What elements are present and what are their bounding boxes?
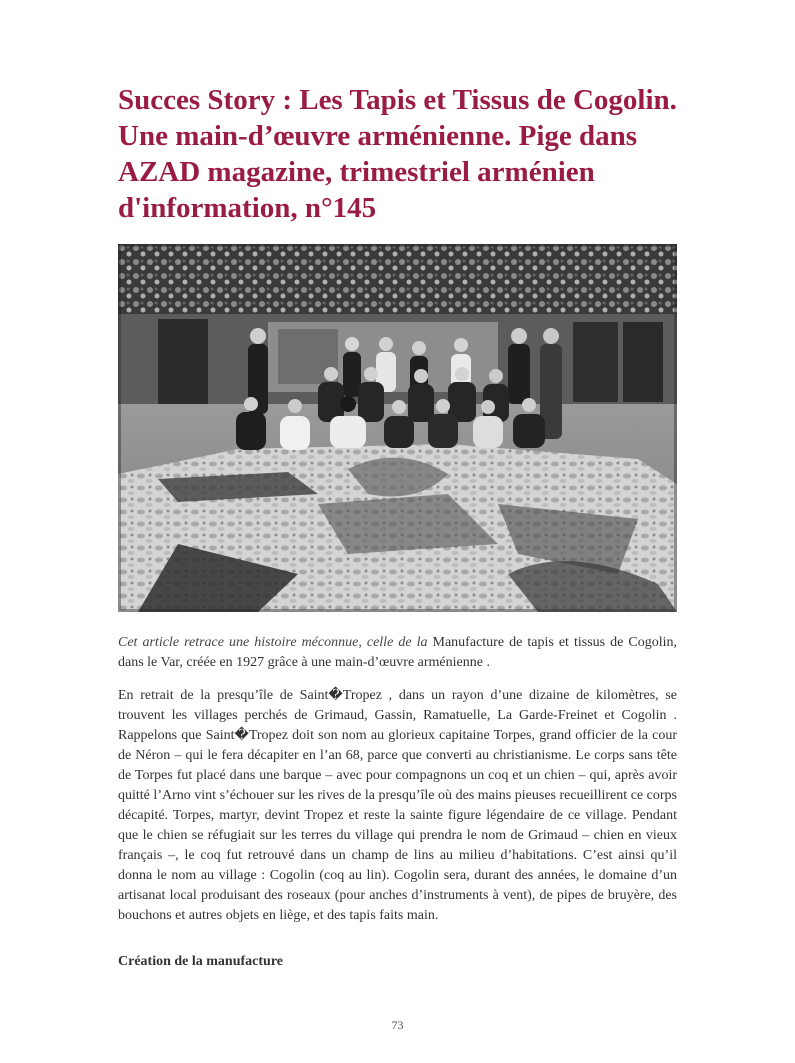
historic-photo-image <box>118 244 677 612</box>
intro-italic-text: Cet article retrace une histoire méconnue, celle de la <box>118 635 428 650</box>
article-title: Succes Story : Les Tapis et Tissus de Cogolin. Une main-d’œuvre arménienne. Pige dans AZAD magazine, trimestriel arménien d'information, n°145 <box>118 84 677 224</box>
historic-photo <box>118 244 677 612</box>
intro-paragraph <box>118 633 677 673</box>
page-number: 73 <box>391 1018 404 1032</box>
section-heading: Création de la manufacture <box>118 954 283 969</box>
intro-regular-text: Manufacture de tapis et tissus de Cogolin, dans le Var, créée en 1927 grâce à une main-d’œuvre arménienne . <box>118 635 678 670</box>
body-paragraph: En retrait de la presqu’île de Saint�Tropez , dans un rayon d’une dizaine de kilomètres, se trouvent les villages perchés de Grimaud, Gassin, Ramatuelle, La Garde-Freinet et Cogolin . Rappelons que Saint�Tropez doit son nom au glorieux capitaine Torpes, grand officier de la cour de Néron – qui le fera décapiter en l’an 68, parce que converti au christianisme. Le corps sans tête de Torpes fut placé dans une barque – avec pour compagnons un coq et un chien – qui, après avoir quitté l’Arno vint s’échouer sur les rives de la presqu’île où des mains pieuses recueillirent ce corps décapité. Torpes, martyr, devint Tropez et reste la sainte figure légendaire de ce village. Pendant que le chien se réfugiait sur les terres du village qui prendra le nom de Grimaud – chien en vieux français –, le coq fut retrouvé dans un champ de lins au milieu d’habitations. C’est ainsi qu’il donna le nom au village : Cogolin (coq au lin). Cogolin sera, durant des années, le domaine d’un artisanat local produisant des roseaux (pour anches d’instruments à vent), de pipes de bruyère, des bouchons et autres objets en liège, et des tapis faits main. <box>118 688 677 923</box>
